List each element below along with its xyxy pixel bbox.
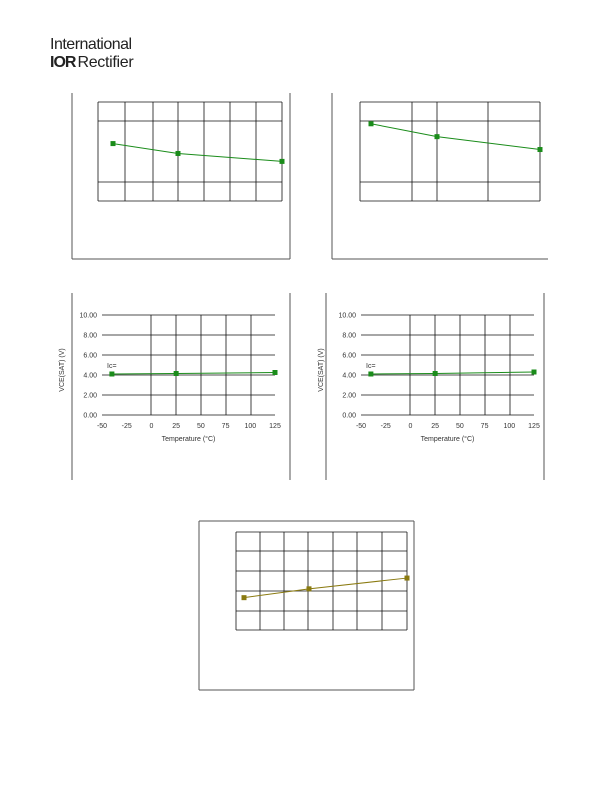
data-point (369, 121, 374, 126)
x-tick-label: 125 (269, 423, 281, 430)
x-tick-label: -50 (96, 423, 108, 430)
series-line (113, 144, 282, 162)
y-tick-label: 10.00 (338, 312, 356, 320)
y-tick-label: 10.00 (79, 312, 97, 320)
y-tick-label: 0.00 (342, 412, 356, 420)
x-tick-label: 125 (528, 423, 540, 430)
data-point (307, 586, 312, 591)
y-tick-label: 0.00 (83, 412, 97, 420)
y-tick-label: 6.00 (342, 352, 356, 360)
data-point (538, 147, 543, 152)
x-tick-label: -25 (380, 423, 391, 430)
x-tick-label: 0 (149, 423, 154, 430)
x-tick-label: -25 (121, 423, 132, 430)
y-tick-label: 6.00 (83, 352, 97, 360)
x-tick-label: 75 (221, 423, 230, 430)
brand-rectifier-text: Rectifier (77, 54, 134, 71)
chart-5 (199, 521, 414, 690)
series-line (371, 372, 534, 374)
y-tick-label: 8.00 (342, 332, 356, 340)
x-tick-label: 50 (455, 423, 464, 430)
y-tick-label: 4.00 (83, 372, 97, 380)
ior-logo-mark: IOR (50, 54, 76, 71)
data-point (280, 159, 285, 164)
data-point (176, 151, 181, 156)
series-line (371, 124, 540, 150)
x-tick-label: 75 (480, 423, 489, 430)
data-point (111, 141, 116, 146)
chart-4 (318, 293, 544, 480)
data-point (435, 134, 440, 139)
series-line (244, 578, 407, 598)
data-point (368, 372, 373, 377)
x-axis-label: Temperature (°C) (161, 436, 216, 443)
data-point (532, 370, 537, 375)
y-tick-label: 8.00 (83, 332, 97, 340)
series-line (112, 373, 275, 375)
y-axis-label: VCE(SAT) (V) (59, 348, 66, 392)
x-tick-label: 50 (196, 423, 205, 430)
chart-1 (72, 93, 290, 259)
brand-line-international: International (50, 36, 132, 53)
ic-annotation: Ic= (107, 363, 117, 370)
data-point (405, 576, 410, 581)
x-axis-label: Temperature (°C) (420, 436, 475, 443)
x-tick-label: 25 (172, 423, 181, 430)
data-point (109, 372, 114, 377)
data-point (242, 595, 247, 600)
chart-3 (59, 293, 290, 480)
data-point (433, 371, 438, 376)
y-axis-label: VCE(SAT) (V) (318, 348, 325, 392)
x-tick-label: 0 (408, 423, 413, 430)
y-tick-label: 2.00 (342, 392, 356, 400)
y-tick-label: 4.00 (342, 372, 356, 380)
x-tick-label: 100 (503, 423, 516, 430)
ic-annotation: Ic= (366, 363, 376, 370)
x-tick-label: 25 (431, 423, 440, 430)
data-point (273, 370, 278, 375)
data-point (174, 371, 179, 376)
x-tick-label: -50 (355, 423, 367, 430)
y-tick-label: 2.00 (83, 392, 97, 400)
x-tick-label: 100 (244, 423, 257, 430)
chart-2 (332, 93, 548, 259)
